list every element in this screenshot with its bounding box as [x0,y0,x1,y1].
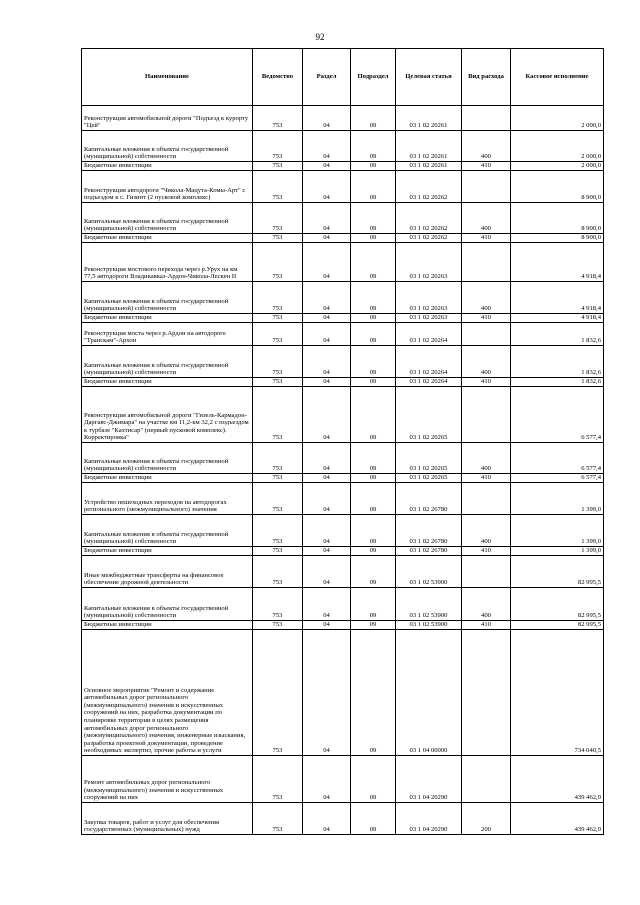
cell-target: 03 1 02 20263 [396,243,462,282]
cell-section: 04 [303,588,351,621]
cell-amount: 2 000,0 [511,162,604,171]
header-expense-type: Вид расхода [462,49,511,106]
cell-department: 753 [253,131,303,162]
cell-department: 753 [253,803,303,835]
table-row [82,630,604,756]
cell-name: Бюджетные инвестиции [82,621,253,630]
cell-department: 753 [253,443,303,474]
table-row [82,171,604,203]
cell-section: 04 [303,630,351,756]
cell-target: 03 1 02 20264 [396,346,462,378]
cell-department: 753 [253,588,303,621]
cell-expense-type: 400 [462,588,511,621]
cell-expense-type [462,323,511,346]
cell-expense-type: 410 [462,234,511,243]
cell-subsection: 09 [351,443,396,474]
cell-section: 04 [303,474,351,483]
table-row [82,621,604,630]
cell-target: 03 1 02 20265 [396,387,462,443]
cell-expense-type [462,387,511,443]
cell-amount: 1 399,0 [511,515,604,547]
cell-section: 04 [303,346,351,378]
table-row [82,346,604,378]
cell-target: 03 1 02 20261 [396,131,462,162]
cell-target: 03 1 02 20262 [396,203,462,234]
cell-name: Капитальные вложения в объекты государственной (муниципальной) собственности [82,131,253,162]
cell-name: Капитальные вложения в объекты государственной (муниципальной) собственности [82,515,253,547]
cell-amount: 1 399,0 [511,483,604,515]
cell-subsection: 09 [351,171,396,203]
cell-expense-type [462,483,511,515]
cell-section: 04 [303,243,351,282]
cell-target: 03 1 02 20263 [396,282,462,314]
table-row [82,515,604,547]
cell-name: Реконструкция автомобильной дороги "Подъезд к курорту "Цей" [82,106,253,131]
cell-subsection: 09 [351,621,396,630]
cell-target: 03 1 02 53900 [396,556,462,588]
cell-name: Реконструкция автомобильной дороги "Гизель-Кармадон-Даргавс-Джимара" на участке км 11,2-км 32,2 с подъездом к турбазе "Кахтисар" (первый пусковой комплекс). Корректировка" [82,387,253,443]
cell-department: 753 [253,162,303,171]
table-row [82,378,604,387]
cell-section: 04 [303,203,351,234]
cell-target: 03 1 02 20262 [396,171,462,203]
cell-expense-type [462,756,511,803]
cell-subsection: 09 [351,547,396,556]
cell-amount: 6 577,4 [511,474,604,483]
cell-name: Бюджетные инвестиции [82,378,253,387]
cell-department: 753 [253,234,303,243]
header-subsection: Подраздел [351,49,396,106]
cell-expense-type: 400 [462,515,511,547]
cell-amount: 6 577,4 [511,387,604,443]
header-section: Раздел [303,49,351,106]
cell-amount: 82 995,5 [511,588,604,621]
cell-amount: 6 577,4 [511,443,604,474]
cell-subsection: 09 [351,314,396,323]
cell-department: 753 [253,171,303,203]
cell-target: 03 1 02 20265 [396,443,462,474]
table-row [82,323,604,346]
table-row [82,162,604,171]
cell-department: 753 [253,556,303,588]
cell-section: 04 [303,282,351,314]
cell-subsection: 09 [351,234,396,243]
table-row [82,483,604,515]
cell-expense-type [462,171,511,203]
budget-table [81,48,604,835]
cell-amount: 4 918,4 [511,314,604,323]
cell-department: 753 [253,378,303,387]
table-row [82,474,604,483]
cell-section: 04 [303,621,351,630]
cell-expense-type: 400 [462,203,511,234]
cell-name: Капитальные вложения в объекты государственной (муниципальной) собственности [82,443,253,474]
cell-department: 753 [253,346,303,378]
cell-target: 03 1 04 20290 [396,756,462,803]
cell-amount: 734 040,5 [511,630,604,756]
cell-subsection: 09 [351,556,396,588]
cell-subsection: 09 [351,588,396,621]
cell-subsection: 09 [351,243,396,282]
table-row [82,547,604,556]
table-row [82,234,604,243]
cell-department: 753 [253,314,303,323]
cell-subsection: 09 [351,323,396,346]
cell-amount: 4 918,4 [511,282,604,314]
cell-amount: 1 832,6 [511,323,604,346]
cell-name: Капитальные вложения в объекты государственной (муниципальной) собственности [82,346,253,378]
cell-target: 03 1 02 26780 [396,483,462,515]
cell-name: Бюджетные инвестиции [82,162,253,171]
cell-department: 753 [253,547,303,556]
cell-section: 04 [303,131,351,162]
table-row [82,387,604,443]
cell-name: Капитальные вложения в объекты государственной (муниципальной) собственности [82,282,253,314]
cell-amount: 82 995,5 [511,556,604,588]
cell-expense-type: 400 [462,282,511,314]
cell-expense-type: 410 [462,474,511,483]
cell-expense-type: 400 [462,443,511,474]
cell-department: 753 [253,630,303,756]
cell-department: 753 [253,387,303,443]
cell-section: 04 [303,234,351,243]
cell-expense-type [462,630,511,756]
cell-target: 03 1 02 26780 [396,515,462,547]
cell-subsection: 09 [351,515,396,547]
table-row [82,106,604,131]
cell-department: 753 [253,106,303,131]
cell-department: 753 [253,756,303,803]
table-row [82,443,604,474]
cell-subsection: 09 [351,346,396,378]
cell-department: 753 [253,483,303,515]
cell-section: 04 [303,106,351,131]
cell-expense-type: 200 [462,803,511,835]
cell-amount: 2 000,0 [511,106,604,131]
cell-section: 04 [303,515,351,547]
cell-department: 753 [253,203,303,234]
cell-amount: 8 900,0 [511,234,604,243]
cell-target: 03 1 02 53900 [396,621,462,630]
cell-section: 04 [303,483,351,515]
cell-name: Иные межбюджетные трансферты на финансовое обеспечение дорожной деятельности [82,556,253,588]
cell-section: 04 [303,443,351,474]
table-row [82,131,604,162]
cell-target: 03 1 02 20265 [396,474,462,483]
table-row [82,588,604,621]
cell-amount: 1 399,0 [511,547,604,556]
table-row [82,243,604,282]
cell-section: 04 [303,323,351,346]
cell-name: Ремонт автомобильных дорог регионального (межмуниципального) значения и искусственных сооружений на них [82,756,253,803]
page-number: 92 [315,32,325,42]
cell-target: 03 1 04 20290 [396,803,462,835]
cell-expense-type: 410 [462,547,511,556]
cell-subsection: 09 [351,106,396,131]
cell-subsection: 09 [351,803,396,835]
header-target: Целевая статья [396,49,462,106]
cell-subsection: 09 [351,282,396,314]
cell-target: 03 1 02 26780 [396,547,462,556]
table-row [82,282,604,314]
cell-name: Капитальные вложения в объекты государственной (муниципальной) собственности [82,588,253,621]
header-name: Наименование [82,49,253,106]
cell-name: Реконструкция автодороги "Чикола-Мацута-Комы-Арт" с подъездом к с. Гизинт (2 пусковой комплекс) [82,171,253,203]
cell-section: 04 [303,556,351,588]
cell-target: 03 1 04 00000 [396,630,462,756]
cell-name: Бюджетные инвестиции [82,547,253,556]
table-header-row [82,49,604,106]
cell-amount: 1 832,6 [511,346,604,378]
cell-subsection: 09 [351,162,396,171]
cell-amount: 82 995,5 [511,621,604,630]
cell-target: 03 1 02 53900 [396,588,462,621]
cell-section: 04 [303,547,351,556]
cell-name: Устройство пешеходных переходов на автодорогах регионального (межмуниципального) значения [82,483,253,515]
cell-section: 04 [303,171,351,203]
cell-subsection: 09 [351,387,396,443]
cell-name: Бюджетные инвестиции [82,474,253,483]
cell-section: 04 [303,162,351,171]
cell-name: Реконструкция моста через р.Ардон на автодороге "Транскам"-Архон [82,323,253,346]
cell-target: 03 1 02 20264 [396,378,462,387]
cell-amount: 2 000,0 [511,131,604,162]
cell-department: 753 [253,515,303,547]
cell-expense-type: 410 [462,314,511,323]
cell-department: 753 [253,621,303,630]
cell-expense-type [462,243,511,282]
cell-subsection: 09 [351,483,396,515]
cell-name: Основное мероприятие "Ремонт и содержание автомобильных дорог регионального (межмуниципального) значения и искусственных сооружений на них, разработка документации по планировке территории в целях размещения автомобильных дорог регионального (межмуниципального) значения, инженерные изыскания, разработка проектной документации, проведение необходимых экспертиз, прочие работы и услуги [82,630,253,756]
table-row [82,756,604,803]
cell-expense-type: 410 [462,378,511,387]
table-row [82,203,604,234]
cell-expense-type: 400 [462,131,511,162]
cell-subsection: 09 [351,474,396,483]
cell-section: 04 [303,314,351,323]
cell-amount: 8 900,0 [511,203,604,234]
cell-expense-type: 410 [462,621,511,630]
cell-section: 04 [303,387,351,443]
cell-name: Бюджетные инвестиции [82,314,253,323]
table-body [82,106,604,835]
cell-expense-type [462,556,511,588]
cell-department: 753 [253,474,303,483]
cell-subsection: 09 [351,756,396,803]
cell-expense-type [462,106,511,131]
cell-amount: 1 832,6 [511,378,604,387]
cell-department: 753 [253,243,303,282]
cell-name: Реконструкция мостового перехода через р.Урух на км 77,5 автодороги Владикавказ-Ардон-Чикола-Лескен II [82,243,253,282]
header-department: Ведомство [253,49,303,106]
cell-name: Бюджетные инвестиции [82,234,253,243]
cell-section: 04 [303,378,351,387]
cell-target: 03 1 02 20262 [396,234,462,243]
cell-target: 03 1 02 20261 [396,106,462,131]
cell-amount: 4 918,4 [511,243,604,282]
cell-target: 03 1 02 20261 [396,162,462,171]
table-row [82,556,604,588]
cell-department: 753 [253,282,303,314]
table-row [82,314,604,323]
cell-target: 03 1 02 20264 [396,323,462,346]
cell-name: Капитальные вложения в объекты государственной (муниципальной) собственности [82,203,253,234]
cell-amount: 439 462,9 [511,756,604,803]
cell-target: 03 1 02 20263 [396,314,462,323]
cell-subsection: 09 [351,131,396,162]
cell-expense-type: 410 [462,162,511,171]
cell-expense-type: 400 [462,346,511,378]
cell-subsection: 09 [351,203,396,234]
cell-amount: 8 900,0 [511,171,604,203]
table-row [82,803,604,835]
cell-section: 04 [303,803,351,835]
cell-section: 04 [303,756,351,803]
header-execution: Кассовое исполнение [511,49,604,106]
cell-subsection: 09 [351,630,396,756]
cell-amount: 439 462,9 [511,803,604,835]
cell-subsection: 09 [351,378,396,387]
cell-name: Закупка товаров, работ и услуг для обеспечения государственных (муниципальных) нужд [82,803,253,835]
cell-department: 753 [253,323,303,346]
